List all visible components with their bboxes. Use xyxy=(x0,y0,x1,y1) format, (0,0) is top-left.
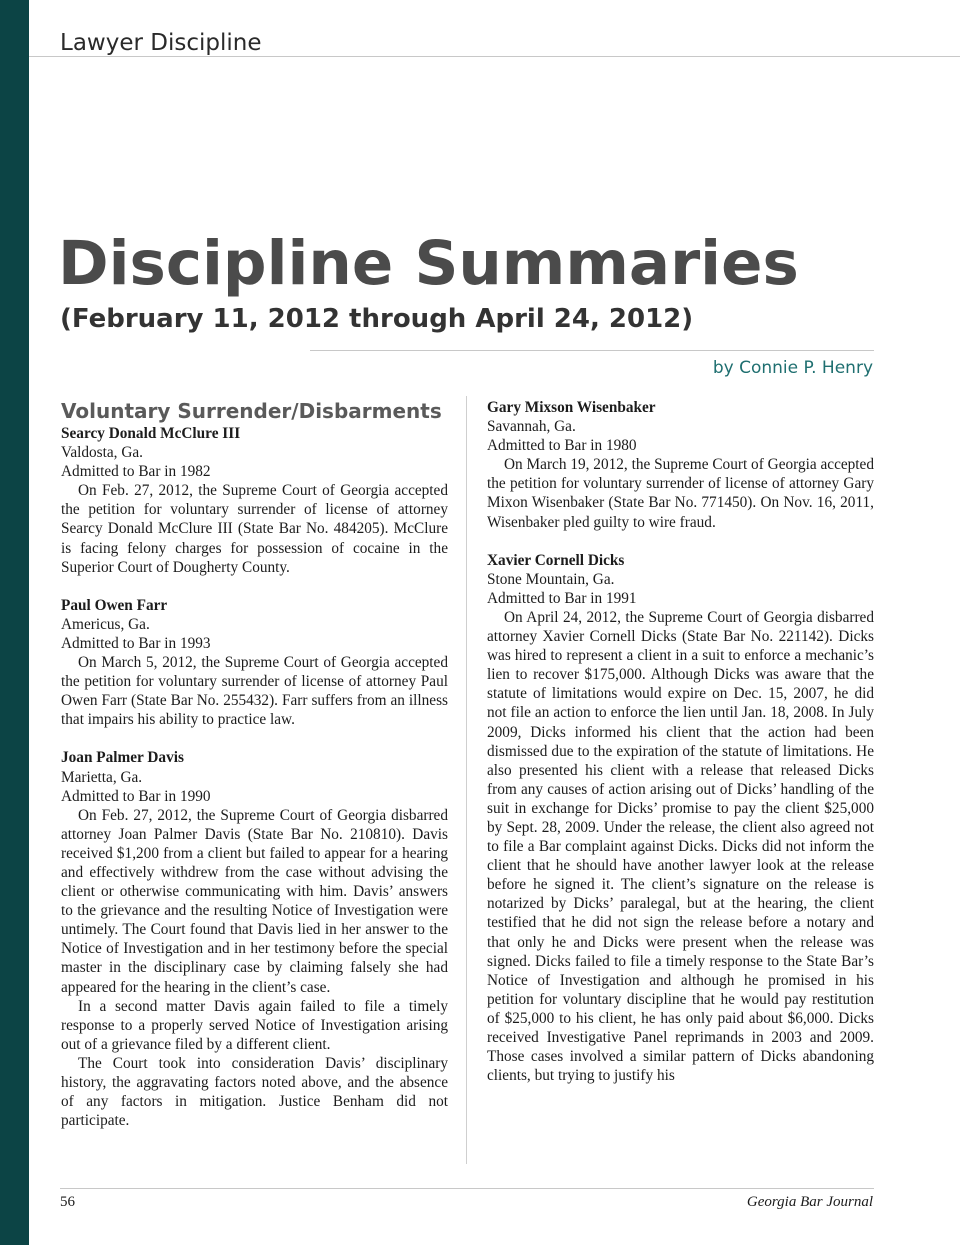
attorney-city: Savannah, Ga. xyxy=(487,418,576,436)
attorney-name: Joan Palmer Davis xyxy=(61,749,184,767)
discipline-entry xyxy=(487,398,874,532)
footer-divider xyxy=(60,1188,874,1189)
discipline-entry xyxy=(487,551,874,1086)
left-column xyxy=(61,398,448,1149)
discipline-entry xyxy=(61,748,448,1130)
attorney-name: Searcy Donald McClure III xyxy=(61,425,241,442)
right-column xyxy=(487,398,874,1104)
entry-paragraph: On Feb. 27, 2012, the Supreme Court of Georgia accepted the petition for voluntary surrender of license of attorney Searcy Donald McClure III (State Bar No. 484205). McClure is facing felony charges for possession of cocaine in the Superior Court of Dougherty County. xyxy=(61,482,448,576)
admitted-year: Admitted to Bar in 1993 xyxy=(61,634,211,652)
section-heading: Voluntary Surrender/Disbarments xyxy=(61,399,442,423)
entry-paragraph: On March 19, 2012, the Supreme Court of Georgia accepted the petition for voluntary surrender of license of attorney Gary Mixon Wisenbaker (State Bar No. 771450). On Nov. 16, 2011, Wisenbaker pled guilty to wire fraud. xyxy=(487,456,874,531)
admitted-year: Admitted to Bar in 1980 xyxy=(487,437,637,455)
discipline-entry xyxy=(61,596,448,730)
article-subtitle: (February 11, 2012 through April 24, 2012) xyxy=(60,304,694,334)
entry-paragraph: On March 5, 2012, the Supreme Court of Georgia accepted the petition for voluntary surrender of license of attorney Paul Owen Farr (State Bar No. 255432). Farr suffers from an illness that impairs his ability to practice law. xyxy=(61,654,448,729)
admitted-year: Admitted to Bar in 1991 xyxy=(487,589,637,607)
top-divider xyxy=(29,56,960,57)
journal-name: Georgia Bar Journal xyxy=(746,1194,873,1210)
discipline-entry xyxy=(61,424,448,577)
attorney-city: Valdosta, Ga. xyxy=(61,444,143,462)
byline: by Connie P. Henry xyxy=(712,358,873,378)
attorney-city: Stone Mountain, Ga. xyxy=(487,570,615,588)
entry-paragraph: On April 24, 2012, the Supreme Court of Georgia disbarred attorney Xavier Cornell Dicks (State Bar No. 221142). Dicks was hired to represent a client in a suit to enforce a mechanic’s lien to recover $175,000. Although Dicks was aware that the statute of limitations would expire on Dec. 15, 2007, he did not file an action to enforce the lien until Jan. 18, 2008. In July 2009, Dicks informed his client that the action had been dismissed due to the expiration of the statute of limitations. He also presented his client with a release that released Dicks from any causes of action arising out of Dicks’ handling of the suit in exchange for Dicks’ promise to pay the client $25,000 by Sept. 28, 2009. Under the release, the client also agreed not to file a Bar complaint against Dicks. Dicks did not inform the client that he should have another lawyer look at the release before he signed it. The client’s signature on the release is notarized by Dicks’ paralegal, but at the hearing, the client testified that he did not sign the release before a notary and that only he and Dicks were present when the release was signed. Dicks failed to file a timely response to the State Bar’s Notice of Investigation and although he promised in his petition for voluntary discipline that he would pay restitution of $25,000 to his client, he has only paid about $6,000. Dicks received Investigative Panel reprimands in 2003 and 2009. Those cases involved a similar pattern of Dicks abandoning clients, but trying to justify his xyxy=(487,608,874,1085)
admitted-year: Admitted to Bar in 1982 xyxy=(61,463,211,481)
entry-paragraph: On Feb. 27, 2012, the Supreme Court of Georgia disbarred attorney Joan Palmer Davis (State Bar No. 210810). Davis received $1,200 from a client but failed to appear for a hearing and effectively withdrew from the case without advising the client or otherwise communicating with him. Davis’ answers to the grievance and the resulting Notice of Investigation were untimely. The Court found that Davis lied in her answer to the Notice of Investigation and in her testimony before the special master in the disciplinary case by claiming falsely she had appeared for the hearing in the client’s case. xyxy=(61,806,448,996)
attorney-city: Marietta, Ga. xyxy=(61,768,143,786)
section-label: Lawyer Discipline xyxy=(60,30,262,56)
article-title: Discipline Summaries xyxy=(58,228,799,299)
entry-paragraph: In a second matter Davis again failed to file a timely response to a properly served Notice of Investigation arising out of a grievance filed by a different client. xyxy=(61,997,448,1053)
admitted-year: Admitted to Bar in 1990 xyxy=(61,787,211,805)
page-number: 56 xyxy=(60,1194,75,1210)
attorney-name: Paul Owen Farr xyxy=(61,596,168,614)
column-divider xyxy=(466,396,467,1164)
subtitle-divider xyxy=(310,350,874,351)
sidebar-color-bar xyxy=(0,0,29,1245)
entry-paragraph: The Court took into consideration Davis’ disciplinary history, the aggravating factors noted above, and the absence of any factors in mitigation. Justice Benham did not participate. xyxy=(61,1054,448,1130)
attorney-city: Americus, Ga. xyxy=(61,615,150,633)
attorney-name: Gary Mixson Wisenbaker xyxy=(487,399,656,416)
attorney-name: Xavier Cornell Dicks xyxy=(487,551,625,569)
